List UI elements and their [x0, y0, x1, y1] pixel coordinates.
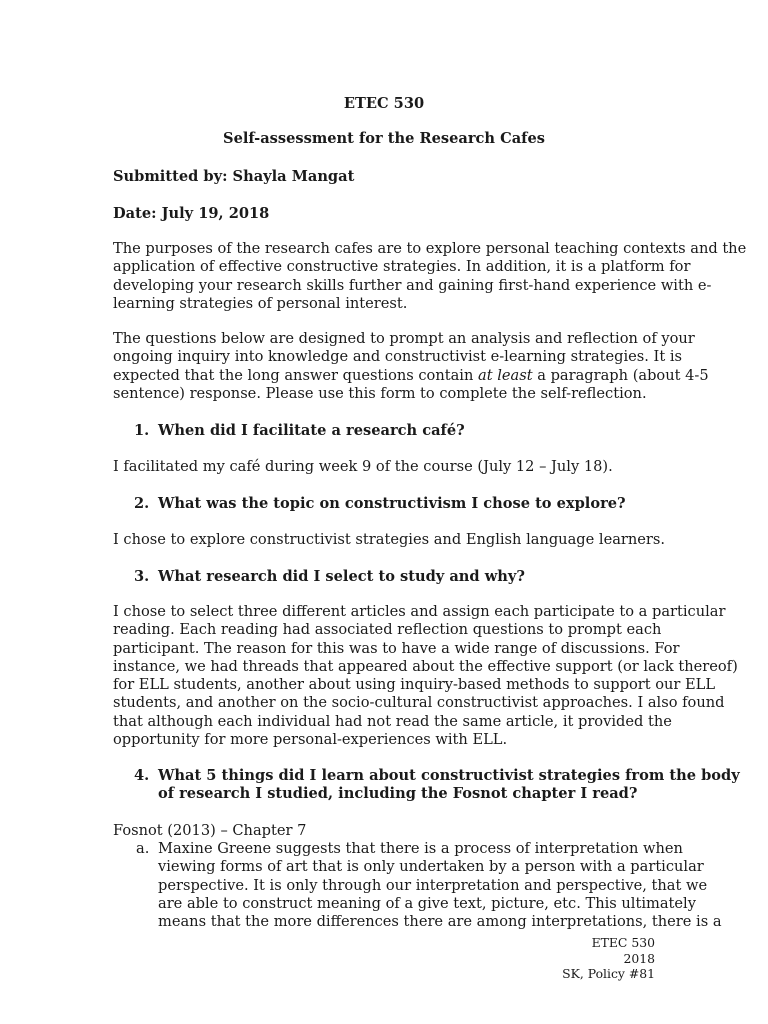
question-number: 3.: [134, 568, 150, 585]
text-line: means that the more differences there are among interpretations, there is a: [158, 913, 722, 931]
text-line: perspective. It is only through our interpretation and perspective, that we: [158, 876, 708, 894]
text-line: students, and another on the socio-cultural constructivist approaches. I also found: [113, 694, 725, 712]
text-line: I chose to select three different articles and assign each participate to a particular: [113, 603, 726, 620]
text-line: Maxine Greene suggests that there is a process of interpretation when: [158, 840, 683, 857]
text-line: learning strategies of personal interest.: [113, 294, 408, 312]
question-number: 2.: [134, 495, 150, 512]
text-line: that although each individual had not read the same article, it provided the: [113, 712, 672, 730]
footer-course: ETEC 530: [591, 935, 655, 950]
text-line: instance, we had threads that appeared about the effective support (or lack thereof): [113, 657, 738, 675]
text-line: participant. The reason for this was to have a wide range of discussions. For: [113, 639, 680, 657]
course-code: ETEC 530: [343, 95, 425, 112]
question-3: What research did I select to study and why?: [158, 568, 525, 585]
list-marker: a.: [136, 840, 150, 857]
text-line: viewing forms of art that is only undertaken by a person with a particular: [158, 858, 704, 876]
question-1: When did I facilitate a research café?: [158, 422, 465, 439]
question-number: 4.: [134, 767, 150, 784]
question-4: [158, 767, 740, 804]
footer-year: 2018: [623, 950, 655, 966]
text-line: developing your research skills further and gaining first-hand experience with e-: [113, 276, 712, 294]
text-line: sentence) response. Please use this form to complete the self-reflection.: [113, 384, 647, 402]
page-footer: [562, 935, 655, 982]
answer-1: I facilitated my café during week 9 of the course (July 12 – July 18).: [113, 458, 613, 475]
emphasis: at least: [478, 366, 533, 384]
text-line: ongoing inquiry into knowledge and constructivist e-learning strategies. It is: [113, 348, 682, 366]
text-line: reading. Each reading had associated reflection questions to prompt each: [113, 621, 662, 639]
instructions-paragraph: [113, 330, 709, 403]
date: Date: July 19, 2018: [113, 205, 270, 222]
text-line: expected that the long answer questions contain at least a paragraph (about 4-5: [113, 366, 709, 384]
text-line: application of effective constructive strategies. In addition, it is a platform for: [113, 258, 691, 276]
text-line: The questions below are designed to prompt an analysis and reflection of your: [113, 330, 695, 347]
answer-2: I chose to explore constructivist strategies and English language learners.: [113, 531, 666, 548]
text-line: opportunity for more personal-experiences with ELL.: [113, 731, 508, 749]
text-line: The purposes of the research cafes are to explore personal teaching contexts and the: [113, 240, 747, 257]
list-item-a: [158, 840, 722, 931]
source-heading: Fosnot (2013) – Chapter 7: [113, 822, 307, 839]
text-line: are able to construct meaning of a give text, picture, etc. This ultimately: [158, 894, 696, 912]
question-number: 1.: [134, 422, 150, 439]
text-line: for ELL students, another about using inquiry-based methods to support our ELL: [113, 676, 716, 694]
footer-policy: SK, Policy #81: [562, 966, 655, 982]
intro-paragraph: [113, 240, 746, 313]
question-2: What was the topic on constructivism I chose to explore?: [158, 495, 626, 512]
submitted-by: Submitted by: Shayla Mangat: [113, 168, 355, 185]
text-line: What 5 things did I learn about constructivist strategies from the body: [158, 767, 740, 784]
answer-3: [113, 603, 738, 749]
page-title: Self-assessment for the Research Cafes: [223, 130, 545, 147]
text-line: of research I studied, including the Fosnot chapter I read?: [158, 785, 638, 803]
